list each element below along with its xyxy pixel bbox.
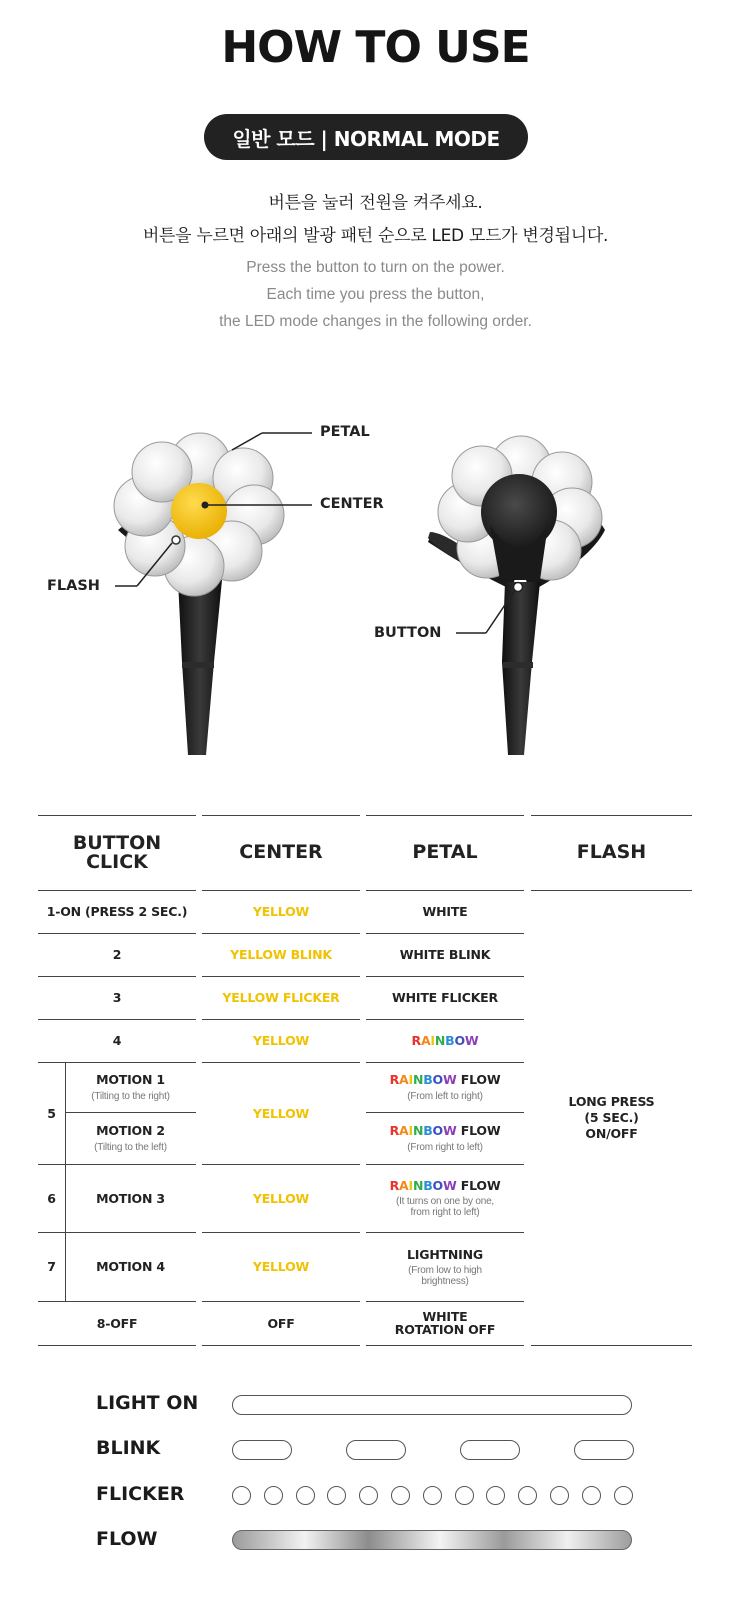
row2-button: 2 xyxy=(112,947,122,962)
page-title: HOW TO USE xyxy=(221,22,530,73)
row2-center: YELLOW BLINK xyxy=(230,947,332,962)
flicker-dot xyxy=(296,1486,315,1505)
flash-long-press: LONG PRESS (5 SEC.) ON/OFF xyxy=(568,1093,655,1141)
korean-line-2: 버튼을 누르면 아래의 발광 패턴 순으로 LED 모드가 변경됩니다. xyxy=(142,226,609,246)
flicker-dot xyxy=(391,1486,410,1505)
row7-number: 7 xyxy=(47,1259,56,1274)
row5-motion1-petal: RAINBOW FLOW (From left to right) xyxy=(389,1072,501,1102)
lightstick-diagram xyxy=(0,400,751,800)
header-button-click: BUTTON CLICK xyxy=(72,831,162,873)
button-label: BUTTON xyxy=(374,625,442,641)
light-on-bar xyxy=(232,1395,632,1415)
row1-petal: WHITE xyxy=(422,904,468,919)
row5-motion1: MOTION 1 (Tilting to the right) xyxy=(91,1072,170,1102)
english-line-3: the LED mode changes in the following order. xyxy=(219,313,532,330)
row8-center: OFF xyxy=(267,1315,295,1331)
row3-button: 3 xyxy=(112,990,122,1005)
flicker-dot xyxy=(455,1486,474,1505)
row5-motion2: MOTION 2 (Tilting to the left) xyxy=(94,1123,167,1153)
center-label: CENTER xyxy=(320,496,384,512)
row4-center: YELLOW xyxy=(252,1033,310,1048)
row1-button: 1-ON (PRESS 2 SEC.) xyxy=(46,904,188,919)
back-lightstick xyxy=(428,436,605,755)
row6-center: YELLOW xyxy=(252,1190,310,1206)
header-center: CENTER xyxy=(239,841,323,863)
led-mode-table xyxy=(38,815,692,1349)
flicker-dot xyxy=(232,1486,251,1505)
row2-petal: WHITE BLINK xyxy=(399,947,491,962)
row8-button: 8-OFF xyxy=(96,1315,138,1331)
row7-petal: LIGHTNING (From low to high brightness) xyxy=(407,1246,483,1287)
row8-petal: WHITE ROTATION OFF xyxy=(394,1309,496,1337)
blink-pill xyxy=(460,1440,520,1460)
flicker-dot xyxy=(264,1486,283,1505)
row6-number: 6 xyxy=(47,1190,56,1206)
header-petal: PETAL xyxy=(412,841,478,863)
blink-pill xyxy=(346,1440,406,1460)
flicker-dot xyxy=(423,1486,442,1505)
legend-light-on-label: LIGHT ON xyxy=(96,1392,199,1414)
petal-label: PETAL xyxy=(320,424,370,440)
legend-blink-label: BLINK xyxy=(96,1437,161,1459)
row1-center: YELLOW xyxy=(252,904,310,919)
legend-flow-label: FLOW xyxy=(96,1528,158,1550)
row7-center: YELLOW xyxy=(252,1259,310,1274)
row5-motion2-petal: RAINBOW FLOW (From right to left) xyxy=(389,1123,501,1153)
legend-flicker-label: FLICKER xyxy=(96,1483,185,1505)
row3-petal: WHITE FLICKER xyxy=(392,990,498,1005)
flicker-dot xyxy=(359,1486,378,1505)
blink-pill xyxy=(232,1440,292,1460)
lightstick-illustration xyxy=(0,400,751,800)
flicker-dot xyxy=(550,1486,569,1505)
row6-motion: MOTION 3 xyxy=(96,1190,165,1206)
row4-button: 4 xyxy=(112,1033,122,1048)
front-lightstick xyxy=(114,433,284,755)
mode-pill: 일반 모드 | NORMAL MODE xyxy=(204,114,528,160)
blink-pill xyxy=(574,1440,634,1460)
row3-center: YELLOW FLICKER xyxy=(222,990,340,1005)
flicker-dot xyxy=(486,1486,505,1505)
petal-callout-line xyxy=(232,433,262,450)
row6-petal: RAINBOW FLOW (It turns on one by one, from right to left) xyxy=(389,1178,501,1218)
flash-label: FLASH xyxy=(47,578,100,594)
flicker-dot xyxy=(582,1486,601,1505)
row5-number: 5 xyxy=(47,1105,56,1121)
flicker-dot xyxy=(614,1486,633,1505)
header-flash: FLASH xyxy=(576,841,647,863)
flicker-dot xyxy=(518,1486,537,1505)
korean-line-1: 버튼을 눌러 전원을 켜주세요. xyxy=(268,193,483,213)
english-line-1: Press the button to turn on the power. xyxy=(246,259,505,276)
english-line-2: Each time you press the button, xyxy=(266,286,485,303)
row7-motion: MOTION 4 xyxy=(96,1259,165,1274)
row5-center: YELLOW xyxy=(252,1105,310,1121)
row4-petal-rainbow: RAINBOW xyxy=(411,1033,479,1048)
flow-bar xyxy=(232,1530,632,1550)
flicker-dot xyxy=(327,1486,346,1505)
